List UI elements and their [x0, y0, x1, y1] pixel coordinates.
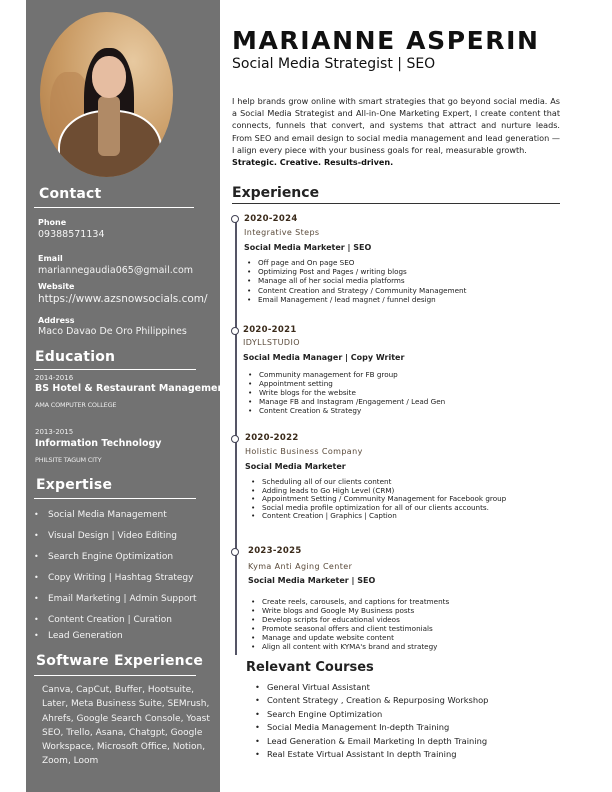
education-years: 2014-2016 [35, 374, 74, 382]
expertise-item: • Visual Design | Video Editing [34, 531, 177, 541]
education-degree: Information Technology [35, 438, 162, 449]
expertise-item: • Search Engine Optimization [34, 552, 173, 562]
course-item: • Search Engine Optimization [253, 708, 488, 721]
job-years: 2020-2024 [244, 214, 298, 224]
job-bullet: • Scheduling all of our clients content [248, 478, 508, 487]
job-title: Social Media Strategist | SEO [232, 56, 436, 72]
email-value[interactable]: mariannegaudia065@gmail.com [38, 265, 194, 276]
education-degree: BS Hotel & Restaurant Management [35, 383, 229, 394]
job-role: Social Media Marketer | SEO [244, 243, 372, 252]
job-years: 2020-2022 [245, 433, 299, 443]
job-bullet: • Content Creation | Graphics | Caption [248, 512, 508, 521]
job-company: Holistic Business Company [245, 447, 363, 456]
expertise-item: • Email Marketing | Admin Support [34, 594, 197, 604]
course-item: • Real Estate Virtual Assistant In depth Training [253, 748, 488, 761]
job-bullet: • Align all content with KYMA's brand and strategy [248, 642, 449, 651]
course-item: • Content Strategy , Creation & Repurposing Workshop [253, 694, 488, 707]
job-bullet: • Write blogs and Google My Business posts [248, 606, 449, 615]
education-school: AMA COMPUTER COLLEGE [35, 401, 117, 409]
courses-heading: Relevant Courses [246, 660, 374, 675]
education-years: 2013-2015 [35, 428, 74, 436]
profile-summary [232, 95, 560, 168]
contact-divider [34, 207, 194, 208]
job-bullet: • Appointment setting [245, 379, 445, 388]
job-years: 2020-2021 [243, 325, 297, 335]
expertise-divider [34, 498, 196, 499]
full-name: MARIANNE ASPERIN [232, 26, 540, 55]
timeline-dot-icon [231, 215, 239, 223]
expertise-item: • Social Media Management [34, 510, 167, 520]
course-item: • Social Media Management In-depth Training [253, 721, 488, 734]
job-company: Kyma Anti Aging Center [248, 562, 353, 571]
expertise-item: • Lead Generation [34, 631, 123, 641]
phone-value: 09388571134 [38, 229, 105, 240]
job-role: Social Media Marketer [245, 462, 346, 471]
job-company: Integrative Steps [244, 228, 320, 237]
job-bullet: • Off page and On page SEO [244, 258, 466, 267]
job-bullet: • Promote seasonal offers and client testimonials [248, 624, 449, 633]
profile-photo [40, 12, 173, 177]
job-bullet: • Manage FB and Instagram /Engagement / Lead Gen [245, 397, 445, 406]
software-divider [34, 675, 196, 676]
contact-heading: Contact [39, 186, 102, 202]
job-bullet: • Social media profile optimization for all of our clients accounts. [248, 504, 508, 513]
job-bullets [245, 370, 445, 415]
job-bullet: • Create reels, carousels, and captions for treatments [248, 597, 449, 606]
website-value[interactable]: https://www.azsnowsocials.com/ [38, 293, 208, 305]
job-bullet: • Manage all of her social media platforms [244, 276, 466, 285]
timeline-dot-icon [231, 435, 239, 443]
job-company: IDYLLSTUDIO [243, 338, 300, 347]
job-role: Social Media Manager | Copy Writer [243, 353, 405, 362]
timeline-dot-icon [231, 327, 239, 335]
website-label: Website [38, 282, 75, 291]
software-list: Canva, CapCut, Buffer, Hootsuite, Later, Meta Business Suite, SEMrush, Ahrefs, Google Search Console, Yoast SEO, Trello, Asana, Chatgpt, Google Workspace, Microsoft Office, Notion, Zoom, Loom [42, 685, 210, 767]
software-heading: Software Experience [36, 653, 204, 669]
education-divider [34, 369, 196, 370]
education-school: PHILSITE TAGUM CITY [35, 456, 102, 464]
job-bullet: • Email Management / lead magnet / funnel design [244, 295, 466, 304]
course-item: • General Virtual Assistant [253, 681, 488, 694]
job-role: Social Media Marketer | SEO [248, 576, 376, 585]
job-bullet: • Content Creation & Strategy [245, 406, 445, 415]
education-heading: Education [35, 349, 116, 365]
expertise-heading: Expertise [36, 477, 113, 493]
email-label: Email [38, 254, 63, 263]
timeline-dot-icon [231, 548, 239, 556]
job-bullets [248, 478, 508, 521]
job-bullet: • Content Creation and Strategy / Community Management [244, 286, 466, 295]
job-years: 2023-2025 [248, 546, 302, 556]
address-value: Maco Davao De Oro Philippines [38, 326, 187, 337]
summary-text: I help brands grow online with smart strategies that go beyond social media. As a Social Media Strategist and All-in-One Marketing Expert, I create content that connects, funnels that convert, and systems that attract and nurture leads. From SEO and email design to social media management and lead generation —I align every piece with your business goals for real, measurable growth. [232, 96, 560, 155]
job-bullet: • Adding leads to Go High Level (CRM) [248, 487, 508, 496]
expertise-item: • Content Creation | Curation [34, 615, 172, 625]
job-bullet: • Appointment Setting / Community Management for Facebook group [248, 495, 508, 504]
job-bullet: • Optimizing Post and Pages / writing blogs [244, 267, 466, 276]
phone-label: Phone [38, 218, 67, 227]
experience-heading: Experience [232, 185, 320, 201]
job-bullet: • Develop scripts for educational videos [248, 615, 449, 624]
job-bullet: • Community management for FB group [245, 370, 445, 379]
job-bullets [244, 258, 466, 304]
course-item: • Lead Generation & Email Marketing In depth Training [253, 735, 488, 748]
summary-tagline: Strategic. Creative. Results-driven. [232, 157, 394, 168]
experience-divider [232, 203, 560, 204]
job-bullets [248, 597, 449, 651]
expertise-item: • Copy Writing | Hashtag Strategy [34, 573, 193, 583]
job-bullet: • Write blogs for the website [245, 388, 445, 397]
courses-list [253, 681, 488, 761]
job-bullet: • Manage and update website content [248, 633, 449, 642]
address-label: Address [38, 316, 75, 325]
